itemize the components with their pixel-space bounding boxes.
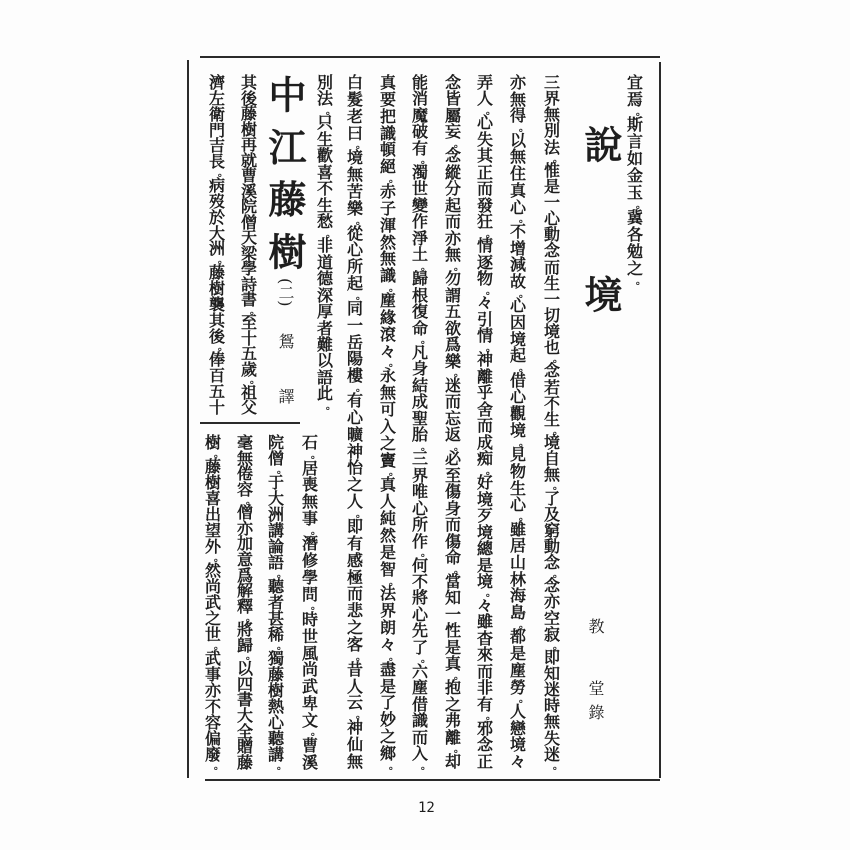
text-column: 濟 左 衛 門 吉 長 。 病 歿 於 大 洲 。 藤 樹 襲 其 後 。 俸 百 五 十 [208, 73, 228, 417]
text-column: 能 消 魔 破 有 。 濁 世 變 作 淨 土 。 歸 根 復 命 。 凡 身 結 成 聖 胎 。 三 界 唯 心 所 作 。 何 不 將 心 先 了 。 六 塵 借 識 而 入 。 [411, 73, 431, 770]
text-column: 樹 。 藤 樹 喜 出 望 外 。 然 尚 武 之 世 。 武 事 亦 不 容 偏 廢 。 [204, 433, 224, 770]
text-column: 院 僧 。 于 大 洲 講 論 語 。 聽 者 甚 稀 。 獨 藤 樹 熱 心 聽 講 。 [267, 433, 287, 770]
text-column: 別 法 。 只 生 歡 喜 不 生 愁 。 非 道 德 深 厚 者 難 以 語 此 。 [316, 73, 336, 410]
text-column: 其 後 藤 樹 再 就 曹 溪 院 僧 天 梁 學 詩 書 。 至 十 五 歲 。 祖 父 [240, 73, 260, 417]
article-2-byline-2: 譯 [276, 388, 295, 404]
text-column: 毫 無 倦 容 。 僧 亦 加 意 爲 解 釋 。 將 歸 。 以 四 書 大 全 贈 藤 [236, 433, 256, 772]
top-rule [200, 56, 660, 58]
text-column: 真 要 把 識 頓 絕 。 赤 子 渾 然 無 識 。 塵 緣 滾 々 。 永 無 可 入 之 竇 。 真 人 純 然 是 智 。 法 界 朗 々 。 盡 是 了 妙 之 鄉 。 [379, 73, 399, 770]
article-title-char-2: 境 [578, 275, 623, 313]
text-column: 弄 人 。 心 失 其 正 而 發 狂 。 情 逐 物 。 々 引 情 。 神 離 乎 舍 而 成 痴 。 好 境 歹 境 總 是 境 。 々 雖 杳 來 而 非 有 。 邪 念 正 [476, 73, 496, 771]
section-divider [200, 422, 300, 424]
article-2-part: (二) [276, 278, 295, 307]
left-border [187, 60, 189, 778]
article-title-char-1: 說 [578, 125, 623, 163]
article-byline-1: 教 [586, 618, 605, 634]
text-column: 三 界 無 別 法 。 惟 是 一 心 動 念 而 生 一 切 境 也 。 念 若 不 生 。 境 自 無 。 了 及 窮 動 念 。 念 亦 空 寂 。 即 知 迷 時 無 失 迷 。 [543, 73, 563, 770]
article-2-title: 中江藤樹 [262, 75, 307, 270]
article-byline-2: 堂錄 [586, 680, 605, 720]
bottom-rule [205, 779, 660, 781]
intro-line: 宜 焉 。 斯 言 如 金 玉 。 冀 各 勉 之 。 [626, 73, 646, 285]
article-2-byline-1: 鴛 [276, 333, 295, 349]
text-column: 白 髮 老 曰 。 境 無 苦 樂 。 從 心 所 起 。 同 一 岳 陽 樓 。 有 心 曠 神 怡 之 人 。 即 有 感 極 而 悲 之 客 。 昔 人 云 。 神 仙 無 [346, 73, 366, 771]
text-column: 念 皆 屬 妄 。 念 縱 分 起 而 亦 無 。 勿 謂 五 欲 爲 樂 。 迷 而 忘 返 。 必 至 傷 身 而 傷 命 。 當 知 一 性 是 真 。 抱 之 弗 離 。 却 [444, 73, 464, 771]
right-border [659, 62, 661, 778]
text-column: 亦 無 得 。 以 無 住 真 心 。 不 增 減 故 。 心 因 境 起 。 借 心 觀 境 。 見 物 生 心 。 雖 居 山 林 海 島 。 都 是 塵 勞 。 人 戀 境 々 [509, 73, 529, 771]
text-column: 石 。 居 喪 無 事 。 潛 修 學 問 。 時 世 風 尚 武 卑 文 。 曹 溪 [301, 433, 321, 772]
page-number: 12 [418, 800, 435, 816]
